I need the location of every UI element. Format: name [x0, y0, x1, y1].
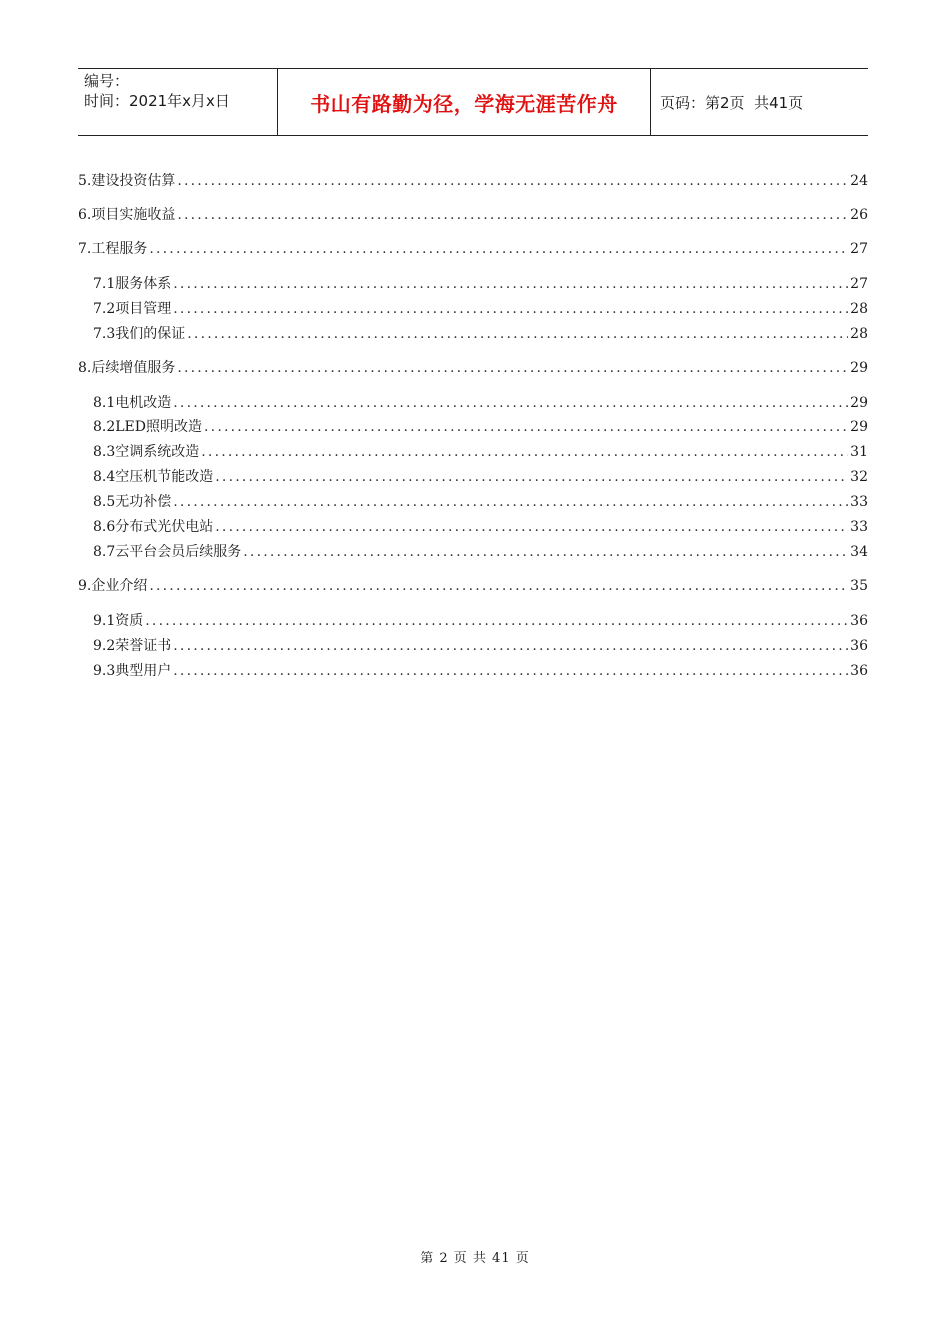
toc-entry-label: 7.工程服务	[78, 241, 148, 257]
toc-entry[interactable]	[78, 358, 868, 378]
header-time: 时间：2021年x月x日	[84, 92, 230, 110]
toc-entry[interactable]	[78, 171, 868, 191]
header-page-info	[651, 69, 868, 135]
toc-entry-page: 27	[850, 241, 868, 257]
toc-entry-label: 8.1电机改造	[93, 395, 172, 411]
toc-entry-label: 8.3空调系统改造	[93, 444, 200, 460]
toc-leader-dots	[177, 358, 848, 378]
toc-entry-label: 7.1服务体系	[93, 276, 172, 292]
header-motto: 书山有路勤为径，学海无涯苦作舟	[278, 69, 651, 135]
toc-entry-label: 8.5无功补偿	[93, 494, 172, 510]
toc-leader-dots	[173, 492, 848, 512]
toc-leader-dots	[177, 205, 848, 225]
toc-entry[interactable]	[93, 661, 868, 681]
toc-entry-page: 34	[850, 544, 868, 560]
toc-entry-page: 24	[850, 173, 868, 189]
toc-leader-dots	[173, 636, 848, 656]
toc-entry-label: 8.7云平台会员后续服务	[93, 544, 242, 560]
toc-entry-page: 33	[850, 519, 868, 535]
toc-leader-dots	[177, 171, 848, 191]
toc-leader-dots	[215, 517, 848, 537]
toc-entry-label: 9.2荣誉证书	[93, 638, 172, 654]
toc-leader-dots	[173, 274, 848, 294]
toc-entry-page: 29	[850, 419, 868, 435]
toc-entry-page: 35	[850, 578, 868, 594]
toc-leader-dots	[173, 299, 848, 319]
header-meta	[78, 69, 278, 135]
toc-entry-page: 36	[850, 638, 868, 654]
toc-leader-dots	[187, 324, 848, 344]
toc-entry-label: 5.建设投资估算	[78, 173, 176, 189]
toc-entry-page: 32	[850, 469, 868, 485]
toc-entry-label: 9.企业介绍	[78, 578, 148, 594]
toc-entry-label: 9.1资质	[93, 613, 144, 629]
toc-entry-page: 26	[850, 207, 868, 223]
toc-leader-dots	[173, 393, 848, 413]
toc-entry-label: 9.3典型用户	[93, 663, 172, 679]
toc-leader-dots	[243, 542, 848, 562]
toc-entry-label: 8.后续增值服务	[78, 360, 176, 376]
toc-entry-page: 33	[850, 494, 868, 510]
toc-entry-page: 36	[850, 663, 868, 679]
toc-entry[interactable]	[93, 393, 868, 413]
toc-leader-dots	[149, 239, 848, 259]
toc-entry-label: 8.2LED照明改造	[93, 419, 203, 435]
toc-entry-page: 28	[850, 301, 868, 317]
toc-entry-page: 31	[850, 444, 868, 460]
toc-leader-dots	[173, 661, 848, 681]
toc-entry-page: 29	[850, 360, 868, 376]
toc-entry-page: 36	[850, 613, 868, 629]
toc-entry[interactable]	[93, 442, 868, 462]
toc-entry[interactable]	[93, 299, 868, 319]
toc-entry[interactable]	[93, 492, 868, 512]
toc-entry[interactable]	[78, 205, 868, 225]
toc-entry-label: 7.2项目管理	[93, 301, 172, 317]
toc-entry[interactable]	[93, 611, 868, 631]
header-page-info-text: 页码：第2页 共41页	[660, 93, 804, 112]
toc-entry[interactable]	[93, 417, 868, 437]
toc-entry[interactable]	[93, 324, 868, 344]
header-number: 编号：	[84, 72, 130, 90]
toc-entry-page: 29	[850, 395, 868, 411]
toc-entry[interactable]	[93, 542, 868, 562]
toc-entry[interactable]	[93, 274, 868, 294]
toc-entry-label: 8.6分布式光伏电站	[93, 519, 214, 535]
toc-entry[interactable]	[78, 239, 868, 259]
toc-entry-page: 28	[850, 326, 868, 342]
toc-entry[interactable]	[93, 467, 868, 487]
toc-entry-label: 6.项目实施收益	[78, 207, 176, 223]
toc-leader-dots	[201, 442, 848, 462]
toc-entry[interactable]	[93, 636, 868, 656]
toc-entry-page: 27	[850, 276, 868, 292]
toc-leader-dots	[204, 417, 848, 437]
page-footer	[0, 1247, 950, 1266]
footer-page-number: 第 2 页 共 41 页	[420, 1251, 530, 1266]
toc-leader-dots	[149, 576, 848, 596]
toc-entry-label: 8.4空压机节能改造	[93, 469, 214, 485]
toc-entry-label: 7.3我们的保证	[93, 326, 186, 342]
toc-entry[interactable]	[93, 517, 868, 537]
toc-leader-dots	[145, 611, 848, 631]
toc-leader-dots	[215, 467, 848, 487]
page-header	[78, 68, 868, 136]
toc-entry[interactable]	[78, 576, 868, 596]
